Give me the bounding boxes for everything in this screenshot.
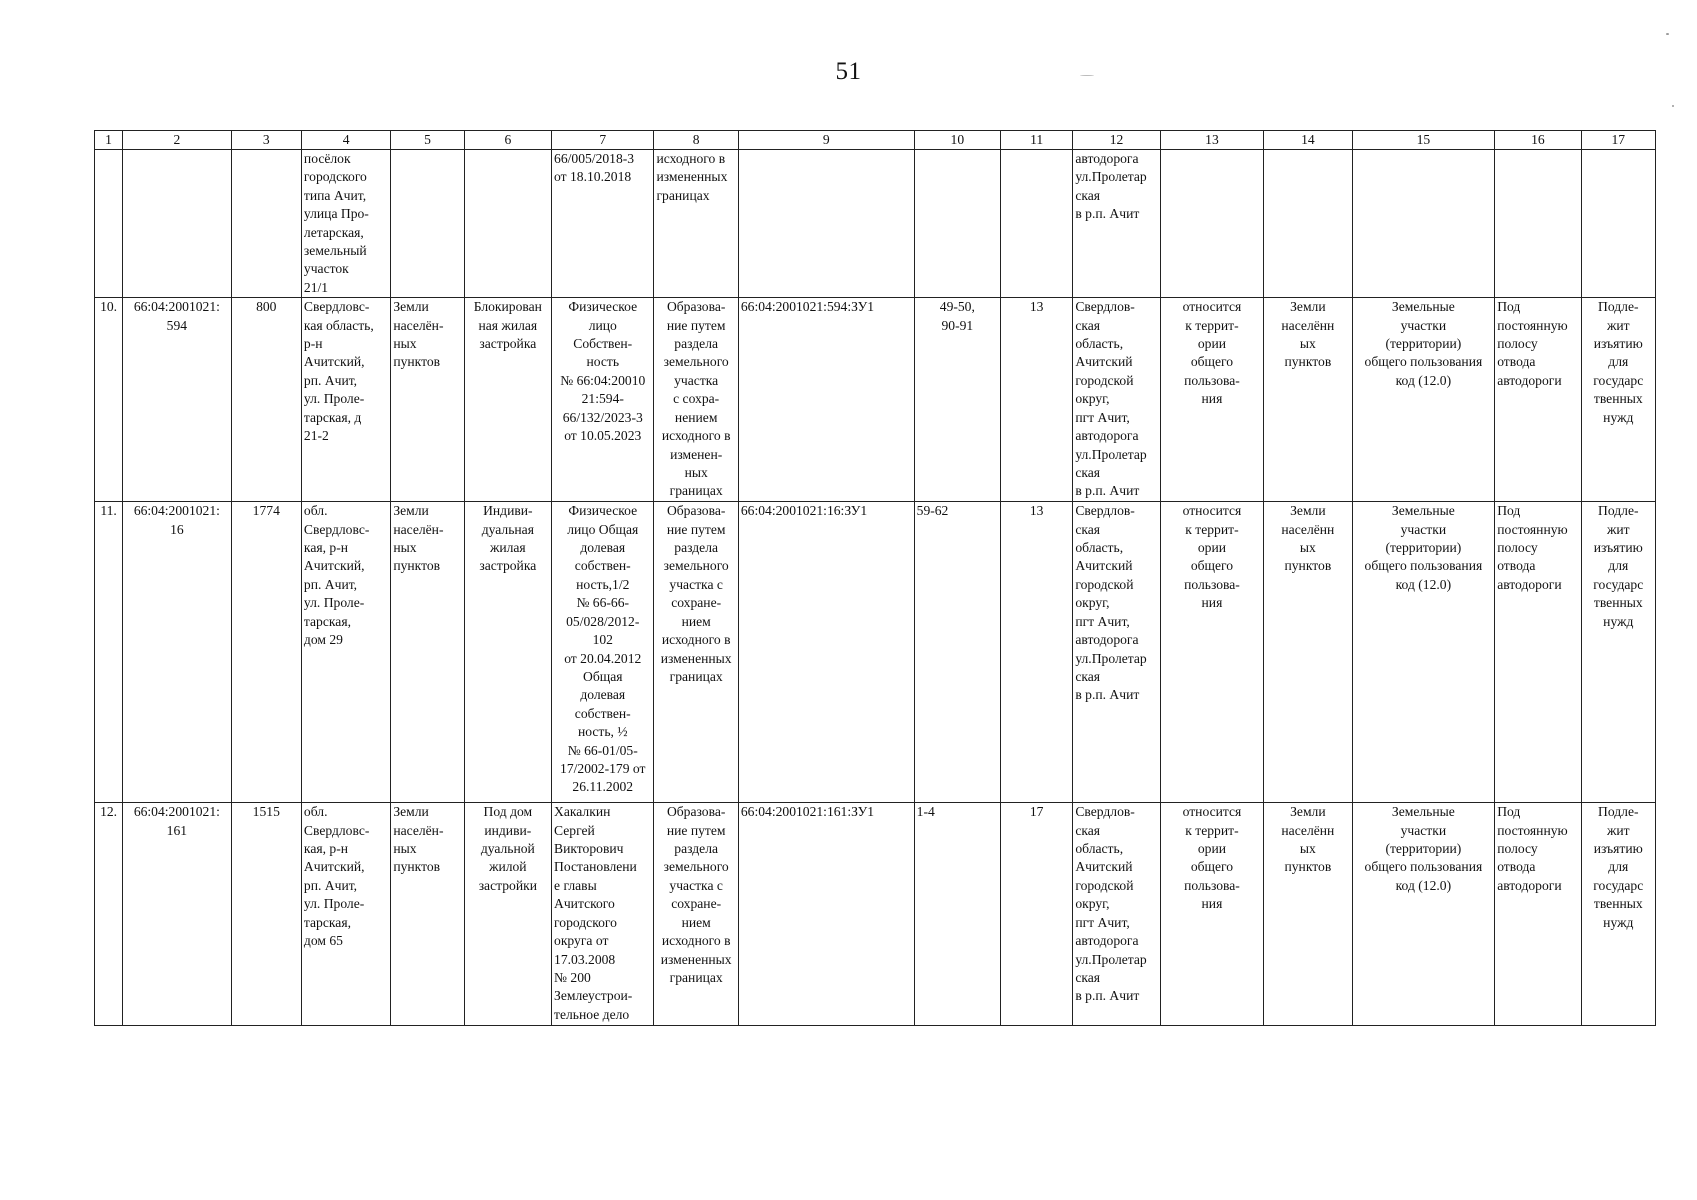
table-cell <box>1001 150 1073 298</box>
table-cell-permitted-use: Под дом индиви- дуальной жилой застройки <box>464 803 551 1026</box>
column-header: 3 <box>231 131 301 150</box>
page-number: 51 <box>835 58 862 85</box>
table-cell-new-area: 13 <box>1001 502 1073 803</box>
table-cell <box>95 150 123 298</box>
column-header: 16 <box>1495 131 1581 150</box>
table-cell-location: Свердлов- ская область, Ачитский городской округ, пгт Ачит, автодорога ул.Пролетар ская в р.п. Ачит <box>1073 502 1160 803</box>
table-cell-new-parcel-id: 66:04:2001021:16:ЗУ1 <box>738 502 914 803</box>
table-cell <box>914 150 1000 298</box>
column-header: 9 <box>738 131 914 150</box>
scan-speck <box>1672 105 1674 107</box>
table-cell-territory: относится к террит- ории общего пользова- ния <box>1160 803 1263 1026</box>
table-cell-land-category: Земли населён- ных пунктов <box>391 803 464 1026</box>
table-cell-cadastral-number: 66:04:2001021: 594 <box>123 298 231 502</box>
table-cell-method: Образова- ние путем раздела земельного участка с сохра- нением исходного в изменен- ных границах <box>654 298 738 502</box>
column-number-header-row <box>95 131 1656 150</box>
table-cell-note: Подле- жит изъятию для государс твенных нужд <box>1581 502 1655 803</box>
table-cell-new-parcel-id: 66:04:2001021:161:ЗУ1 <box>738 803 914 1026</box>
table-cell-address: обл. Свердловс- кая, р-н Ачитский, рп. Ачит, ул. Проле- тарская, дом 65 <box>301 803 390 1026</box>
table-cell-address: посёлок городского типа Ачит, улица Про- летарская, земельный участок 21/1 <box>301 150 390 298</box>
table-cell <box>1352 150 1495 298</box>
table-cell-rights: Хакалкин Сергей Викторович Постановлени е главы Ачитского городского округа от 17.03.2008 № 200 Землеустрои- тельное дело <box>552 803 654 1026</box>
table-cell-address: Свердловс- кая область, р-н Ачитский, рп. Ачит, ул. Проле- тарская, д 21-2 <box>301 298 390 502</box>
table-cell-permitted-use: Индиви- дуальная жилая застройка <box>464 502 551 803</box>
table-cell-purpose: Под постоянную полосу отвода автодороги <box>1495 803 1581 1026</box>
table-cell-cadastral-number: 66:04:2001021: 16 <box>123 502 231 803</box>
column-header: 17 <box>1581 131 1655 150</box>
table-cell-new-category: Земли населённ ых пунктов <box>1264 298 1352 502</box>
table-cell-points: 1-4 <box>914 803 1000 1026</box>
column-header: 7 <box>552 131 654 150</box>
table-cell-new-use: Земельные участки (территории) общего пользования код (12.0) <box>1352 298 1495 502</box>
column-header: 11 <box>1001 131 1073 150</box>
table-cell-number: 12. <box>95 803 123 1026</box>
table-cell-permitted-use: Блокирован ная жилая застройка <box>464 298 551 502</box>
column-header: 4 <box>301 131 390 150</box>
table-cell-territory: относится к террит- ории общего пользова- ния <box>1160 502 1263 803</box>
table-cell <box>1264 150 1352 298</box>
table-cell-new-use: Земельные участки (территории) общего пользования код (12.0) <box>1352 803 1495 1026</box>
table-cell-method: исходного в измененных границах <box>654 150 738 298</box>
table-cell-new-area: 17 <box>1001 803 1073 1026</box>
table-cell-points: 59-62 <box>914 502 1000 803</box>
table-cell-location: Свердлов- ская область, Ачитский городской округ, пгт Ачит, автодорога ул.Пролетар ская в р.п. Ачит <box>1073 803 1160 1026</box>
table-row <box>95 803 1656 1026</box>
column-header: 5 <box>391 131 464 150</box>
table-cell <box>738 150 914 298</box>
table-cell-rights: 66/005/2018-3 от 18.10.2018 <box>552 150 654 298</box>
column-header: 12 <box>1073 131 1160 150</box>
table-cell-number: 11. <box>95 502 123 803</box>
column-header: 2 <box>123 131 231 150</box>
table-cell <box>123 150 231 298</box>
table-cell <box>391 150 464 298</box>
land-parcel-register-table <box>94 130 1656 1026</box>
table-cell-number: 10. <box>95 298 123 502</box>
table-cell-purpose: Под постоянную полосу отвода автодороги <box>1495 502 1581 803</box>
scan-speck <box>1080 75 1094 76</box>
table-cell <box>464 150 551 298</box>
table-cell-purpose: Под постоянную полосу отвода автодороги <box>1495 298 1581 502</box>
scan-speck <box>1666 33 1669 35</box>
table-cell <box>1581 150 1655 298</box>
table-cell-land-category: Земли населён- ных пунктов <box>391 502 464 803</box>
table-cell-location: автодорога ул.Пролетар ская в р.п. Ачит <box>1073 150 1160 298</box>
table-cell-territory: относится к террит- ории общего пользова- ния <box>1160 298 1263 502</box>
table-cell <box>1495 150 1581 298</box>
table-cell-new-category: Земли населённ ых пунктов <box>1264 803 1352 1026</box>
table-cell-rights: Физическое лицо Общая долевая собствен- ность,1/2 № 66-66- 05/028/2012- 102 от 20.04.2012 Общая долевая собствен- ность, ½ № 66-01/05- 17/2002-179 от 26.11.2002 <box>552 502 654 803</box>
table-cell-note: Подле- жит изъятию для государс твенных нужд <box>1581 803 1655 1026</box>
column-header: 13 <box>1160 131 1263 150</box>
register-table-wrapper <box>94 130 1656 1026</box>
table-cell-area: 1515 <box>231 803 301 1026</box>
table-cell-note: Подле- жит изъятию для государс твенных нужд <box>1581 298 1655 502</box>
column-header: 15 <box>1352 131 1495 150</box>
column-header: 1 <box>95 131 123 150</box>
table-cell-new-category: Земли населённ ых пунктов <box>1264 502 1352 803</box>
column-header: 6 <box>464 131 551 150</box>
column-header: 8 <box>654 131 738 150</box>
table-cell-land-category: Земли населён- ных пунктов <box>391 298 464 502</box>
table-cell-area: 800 <box>231 298 301 502</box>
table-cell <box>231 150 301 298</box>
table-cell-new-area: 13 <box>1001 298 1073 502</box>
table-row <box>95 298 1656 502</box>
table-cell-method: Образова- ние путем раздела земельного участка с сохране- нием исходного в измененных границах <box>654 502 738 803</box>
table-row-continuation <box>95 150 1656 298</box>
table-cell-rights: Физическое лицо Собствен- ность № 66:04:20010 21:594- 66/132/2023-3 от 10.05.2023 <box>552 298 654 502</box>
column-header: 10 <box>914 131 1000 150</box>
table-cell-location: Свердлов- ская область, Ачитский городской округ, пгт Ачит, автодорога ул.Пролетар ская в р.п. Ачит <box>1073 298 1160 502</box>
column-header: 14 <box>1264 131 1352 150</box>
table-cell-method: Образова- ние путем раздела земельного участка с сохране- нием исходного в измененных границах <box>654 803 738 1026</box>
table-cell-address: обл. Свердловс- кая, р-н Ачитский, рп. Ачит, ул. Проле- тарская, дом 29 <box>301 502 390 803</box>
table-cell-cadastral-number: 66:04:2001021: 161 <box>123 803 231 1026</box>
table-cell-points: 49-50, 90-91 <box>914 298 1000 502</box>
table-cell-area: 1774 <box>231 502 301 803</box>
table-cell-new-parcel-id: 66:04:2001021:594:ЗУ1 <box>738 298 914 502</box>
table-cell-new-use: Земельные участки (территории) общего пользования код (12.0) <box>1352 502 1495 803</box>
table-cell <box>1160 150 1263 298</box>
table-row <box>95 502 1656 803</box>
